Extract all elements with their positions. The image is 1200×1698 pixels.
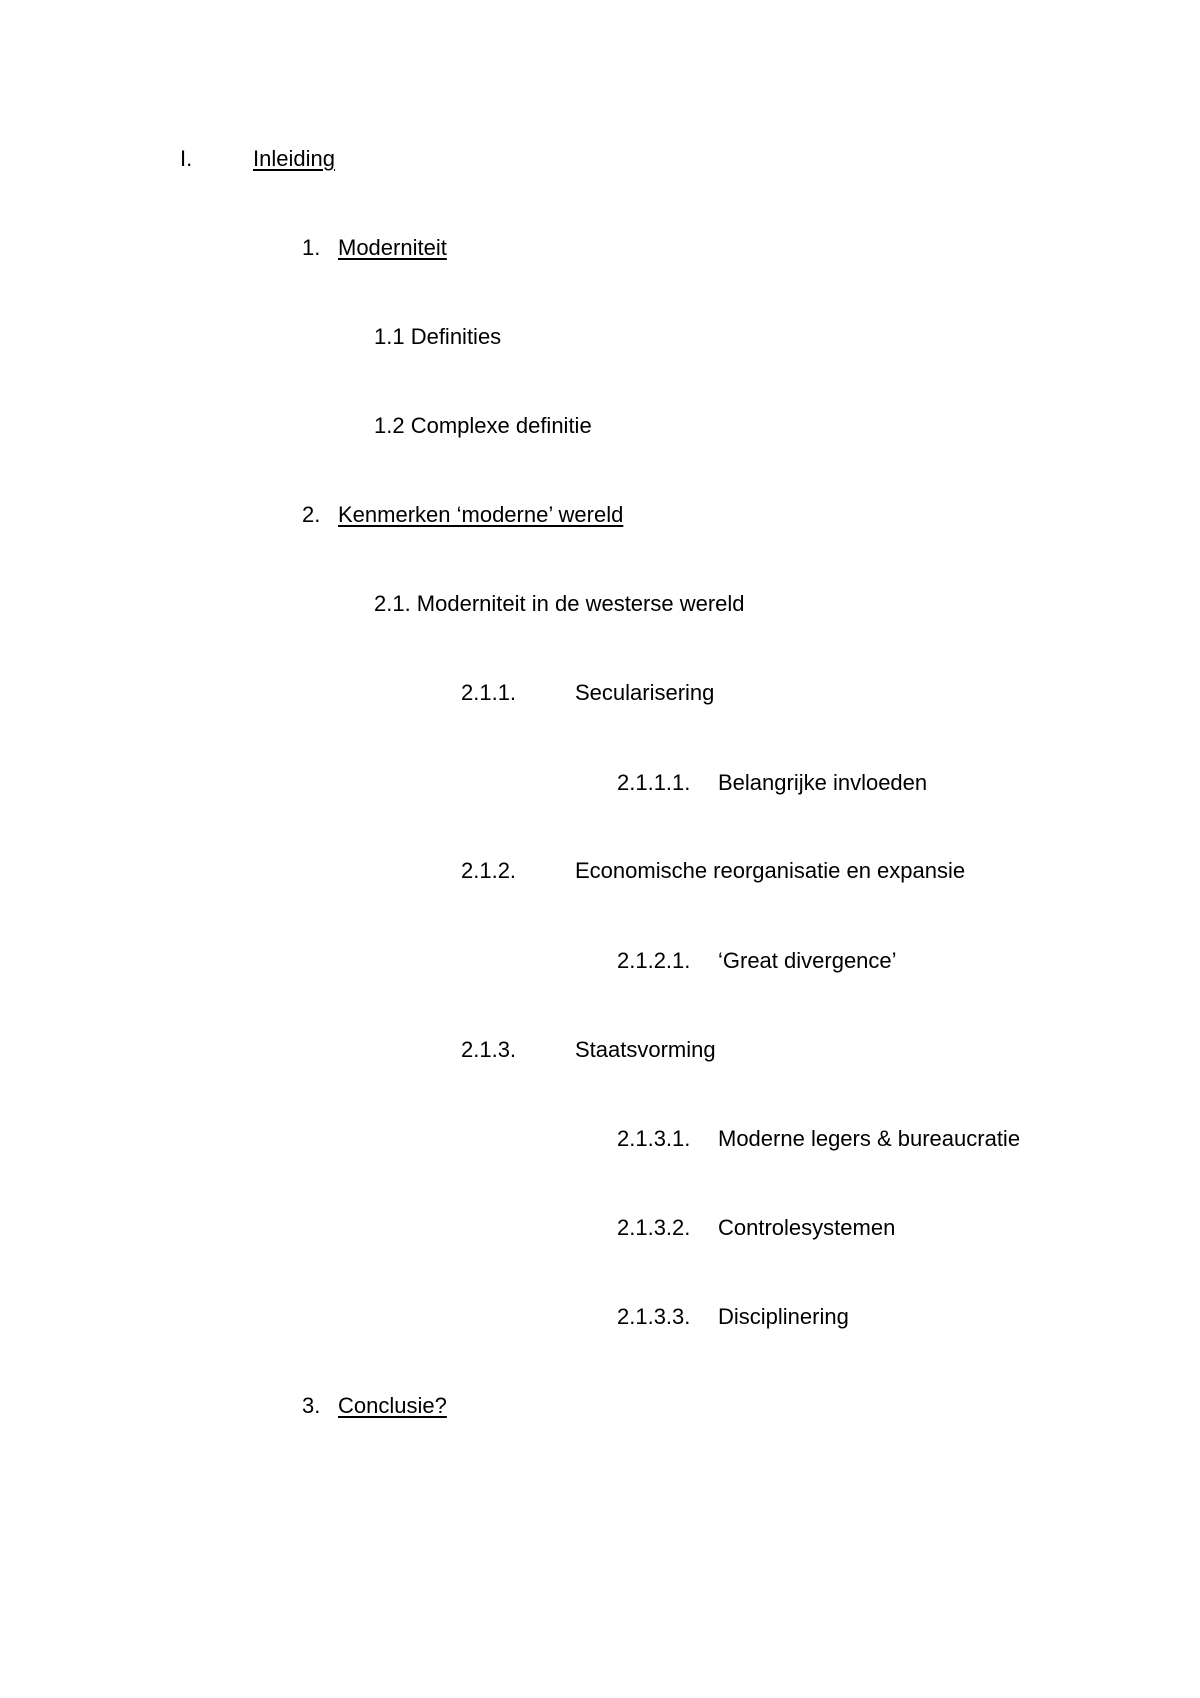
outline-heading: Staatsvorming: [575, 1037, 716, 1062]
outline-heading: Secularisering: [575, 680, 715, 705]
outline-number: I.: [180, 146, 193, 171]
outline-heading: Economische reorganisatie en expansie: [575, 858, 966, 883]
outline-heading: Conclusie?: [338, 1393, 447, 1418]
outline-heading: Inleiding: [253, 146, 335, 171]
outline-number: 2.1.2.1.: [617, 948, 691, 973]
outline-number: 2.1.3.: [461, 1037, 517, 1062]
outline-number: 3.: [302, 1393, 321, 1418]
outline-number: 2.1.2.: [461, 858, 517, 883]
outline-heading: ‘Great divergence’: [718, 948, 897, 973]
outline-number: 1.: [302, 235, 321, 260]
outline-heading: Kenmerken ‘moderne’ wereld: [338, 502, 624, 527]
outline-heading: Moderniteit: [338, 235, 447, 260]
outline-text: 1.1 Definities: [374, 324, 502, 349]
outline-number: 2.1.1.1.: [617, 770, 691, 795]
outline-heading: Disciplinering: [718, 1304, 849, 1329]
outline-number: 2.1.1.: [461, 680, 517, 705]
outline-heading: Moderne legers & bureaucratie: [718, 1126, 1021, 1151]
outline-number: 2.1.3.1.: [617, 1126, 691, 1151]
outline-text: 2.1. Moderniteit in de westerse wereld: [374, 591, 745, 616]
outline-heading: Belangrijke invloeden: [718, 770, 928, 795]
outline-number: 2.1.3.3.: [617, 1304, 691, 1329]
outline-heading: Controlesystemen: [718, 1215, 896, 1240]
outline-text: 1.2 Complexe definitie: [374, 413, 592, 438]
outline-number: 2.: [302, 502, 321, 527]
outline-number: 2.1.3.2.: [617, 1215, 691, 1240]
